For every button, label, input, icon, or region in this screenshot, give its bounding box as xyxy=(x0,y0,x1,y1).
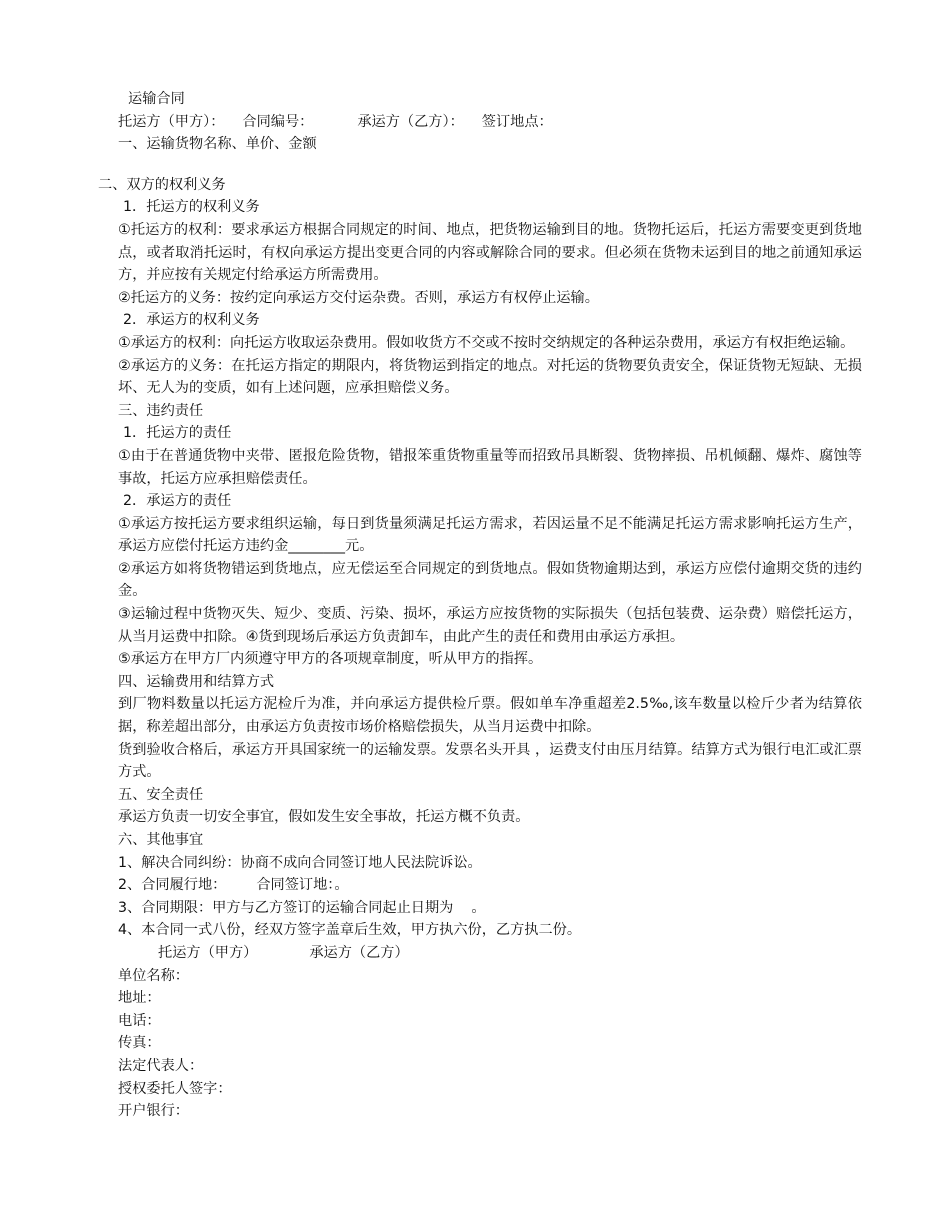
field-address: 地址： xyxy=(118,990,161,1007)
performance-place-label: 2、合同履行地： xyxy=(118,877,227,894)
section-3-title: 三、违约责任 xyxy=(118,402,204,419)
contract-body xyxy=(90,88,862,1123)
section-2-1-paragraph-1: ①托运方的权利：要求承运方根据合同规定的时间、地点，把货物运输到目的地。货物托运后，托运方需要变更到货地点，或者取消托运时，有权向承运方提出变更合同的内容或解除合同的要求。但必须在货物未运到目的地之前通知承运方，并应按有关规定付给承运方所需费用。 xyxy=(118,221,862,284)
section-3-2-title: 2．承运方的责任 xyxy=(123,493,232,510)
sign-party-a: 托运方（甲方） xyxy=(158,944,258,961)
section-1-title: 一、运输货物名称、单价、金额 xyxy=(118,136,317,153)
section-4-paragraph-2: 货到验收合格后，承运方开具国家统一的运输发票。发票名头开具 ，运费支付由压月结算。结算方式为银行电汇或汇票方式。 xyxy=(118,741,862,781)
section-3-1-title: 1．托运方的责任 xyxy=(123,425,232,442)
section-6-item-1: 1、解决合同纠纷：协商不成向合同签订地人民法院诉讼。 xyxy=(118,854,482,871)
section-3-2-paragraph-4: ⑤承运方在甲方厂内须遵守甲方的各项规章制度，听从甲方的指挥。 xyxy=(118,651,543,668)
section-6-item-4: 4、本合同一式八份，经双方签字盖章后生效，甲方执六份，乙方执二份。 xyxy=(118,922,582,939)
section-2-1-title: 1．托运方的权利义务 xyxy=(123,199,260,216)
section-2-2-paragraph-2: ②承运方的义务：在托运方指定的期限内，将货物运到指定的地点。对托运的货物要负责安全，保证货物无短缺、无损坏、无人为的变质，如有上述问题，应承担赔偿义务。 xyxy=(118,357,862,397)
section-2-2-paragraph-1: ①承运方的权利：向托运方收取运杂费用。假如收货方不交或不按时交纳规定的各种运杂费用，承运方有权拒绝运输。 xyxy=(118,334,855,351)
section-3-1-paragraph-1: ①由于在普通货物中夹带、匿报危险货物，错报笨重货物重量等而招致吊具断裂、货物摔损、吊机倾翻、爆炸、腐蚀等事故，托运方应承担赔偿责任。 xyxy=(118,447,862,487)
field-authorized-signature: 授权委托人签字： xyxy=(118,1080,232,1097)
section-6-item-3 xyxy=(90,897,862,920)
sign-party-b: 承运方（乙方） xyxy=(309,944,409,961)
sign-place-label: 签订地点： xyxy=(481,113,553,130)
signing-place-label: 合同签订地：。 xyxy=(256,877,349,894)
party-a-label: 托运方（甲方）： xyxy=(118,113,225,130)
section-2-2-title: 2．承运方的权利义务 xyxy=(123,312,260,329)
contract-period-end: 。 xyxy=(471,899,486,916)
section-3-2-paragraph-2: ②承运方如将货物错运到货地点，应无偿运至合同规定的到货地点。假如货物逾期达到，承运方应偿付逾期交货的违约金。 xyxy=(118,560,862,600)
section-2-1-paragraph-2: ②托运方的义务：按约定向承运方交付运杂费。否则，承运方有权停止运输。 xyxy=(118,289,599,306)
field-fax: 传真： xyxy=(118,1035,161,1052)
section-6-item-2 xyxy=(90,874,862,897)
party-b-label: 承运方（乙方）： xyxy=(357,113,464,130)
header-line xyxy=(90,111,862,134)
section-3-2-paragraph-3: ③运输过程中货物灭失、短少、变质、污染、损坏，承运方应按货物的实际损失（包括包装费、运杂费）赔偿托运方，从当月运费中扣除。④货到现场后承运方负责卸车，由此产生的责任和费用由承运方承担。 xyxy=(118,606,862,645)
section-5-title: 五、安全责任 xyxy=(118,786,204,803)
section-2-title: 二、双方的权利义务 xyxy=(98,176,226,193)
section-4-title: 四、运输费用和结算方式 xyxy=(118,673,275,690)
field-legal-rep: 法定代表人： xyxy=(118,1057,204,1074)
signature-parties xyxy=(90,942,862,965)
field-unit-name: 单位名称： xyxy=(118,967,189,984)
section-4-paragraph-1: 到厂物料数量以托运方泥检斤为准，并向承运方提供检斤票。假如单车净重超差2.5‰,该车数量以检斤少者为结算依据，称差超出部分，由承运方负责按市场价格赔偿损失，从当月运费中扣除。 xyxy=(118,696,862,736)
field-bank: 开户银行： xyxy=(118,1103,189,1120)
field-phone: 电话： xyxy=(118,1012,161,1029)
section-3-2-paragraph-1: ①承运方按托运方要求组织运输，每日到货量须满足托运方需求，若因运量不足不能满足托运方需求影响托运方生产，承运方应偿付托运方违约金________元。 xyxy=(118,515,862,555)
section-6-title: 六、其他事宜 xyxy=(118,832,204,848)
contract-title: 运输合同 xyxy=(128,91,185,107)
contract-period-label: 3、合同期限：甲方与乙方签订的运输合同起止日期为 xyxy=(118,899,454,916)
section-5-paragraph-1: 承运方负责一切安全事宜，假如发生安全事故，托运方概不负责。 xyxy=(118,809,530,826)
contract-no-label: 合同编号： xyxy=(242,113,314,130)
